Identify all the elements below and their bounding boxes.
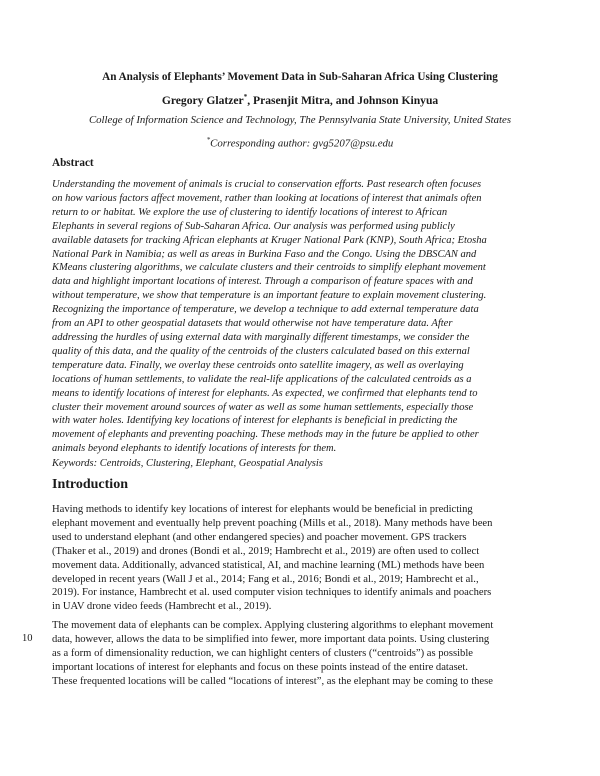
- paragraph-line: The movement data of elephants can be complex. Applying clustering algorithms to elephant movement: [52, 620, 494, 631]
- abstract-line: addressing the hurdles of using external data with marginally different timestamps, we consider the: [52, 331, 470, 343]
- introduction-heading: Introduction: [52, 477, 128, 492]
- paper-title: An Analysis of Elephants’ Movement Data in Sub-Saharan Africa Using Clustering: [102, 71, 498, 83]
- corresponding-marker: *: [206, 136, 211, 144]
- paragraph-line: in UAV drone video feeds (Hambrecht et al., 2019).: [52, 601, 272, 613]
- paragraph-line: Having methods to identify key locations of interest for elephants would be beneficial in predicting: [52, 504, 473, 515]
- paragraph-line: These frequented locations will be called “locations of interest”, as the elephant may be coming to these: [52, 675, 493, 687]
- abstract-line: with water holes. Identifying key locations of interest for elephants is beneficial in predicting the: [52, 415, 458, 427]
- keywords: Keywords: Centroids, Clustering, Elephant, Geospatial Analysis: [52, 458, 323, 469]
- paragraph-line: used to understand elephant (and other endangered species) and poacher movement. GPS trackers: [52, 531, 467, 543]
- abstract-line: without temperature, we show that temperature is an important feature to explain movement clustering.: [52, 290, 487, 302]
- paragraph-line: movement data. Additionally, advanced statistical, AI, and machine learning (ML) methods have been: [52, 559, 485, 571]
- abstract-line: return to or habitat. We explore the use of clustering to identify locations of interest to African: [52, 206, 448, 218]
- paragraph-line: important locations of interest for elephants and focus on these points instead of the entire dataset.: [52, 661, 468, 673]
- author-list: [52, 93, 548, 107]
- abstract-line: data and highlight important locations of interest. Through a comparison of feature spaces with and: [52, 276, 473, 288]
- paragraph-line: as a form of dimensionality reduction, we can highlight centers of clusters (“centroids”) as possible: [52, 647, 473, 659]
- first-author: Gregory Glatzer: [161, 93, 244, 107]
- introduction-paragraph-2: [52, 619, 548, 689]
- abstract-line: on how various factors affect movement, rather than looking at locations of interest that animals often: [52, 192, 482, 204]
- line-number: 10: [22, 633, 33, 644]
- abstract-line: quality of this data, and the quality of the centroids of the clusters calculated based on this external: [52, 345, 470, 357]
- introduction-paragraph-1: [52, 503, 548, 614]
- corresponding-text: Corresponding author: gvg5207@psu.edu: [210, 137, 394, 150]
- paragraph-line: developed in recent years (Wall J et al., 2014; Fang et al., 2016; Bondi et al., 2019; Hambrecht et al.,: [52, 573, 479, 585]
- paragraph-line: data, however, allows the data to be simplified into fewer, more important data points. Using clustering: [52, 633, 490, 645]
- abstract-line: KMeans clustering algorithms, we calculate clusters and their centroids to simplify elephant movement: [52, 262, 486, 274]
- abstract-line: cluster their movement around sources of water as well as some human settlements, especially those: [52, 401, 474, 413]
- affiliation: College of Information Science and Technology, The Pennsylvania State University, United States: [88, 114, 512, 126]
- paragraph-line: (Thaker et al., 2019) and drones (Bondi et al., 2019; Hambrecht et al., 2019) are often used to collect: [52, 545, 480, 557]
- abstract-line: means to identify locations of interest for elephants. As expected, we confirmed that elephants tend to: [52, 387, 478, 399]
- abstract-line: from an API to other geospatial datasets that would otherwise not have temperature data. After: [52, 318, 453, 330]
- paragraph-line: elephant movement and eventually help prevent poaching (Mills et al., 2018). Many methods have been: [52, 517, 493, 529]
- abstract-line: National Park in Namibia; as well as areas in Burkina Faso and the Congo. Using the DBSCAN and: [52, 248, 477, 260]
- abstract-line: animals beyond elephants to identify locations of interests for them.: [52, 443, 337, 455]
- abstract-line: movement of elephants and preventing poaching. These methods may in the future be applied to other: [52, 429, 479, 441]
- abstract-line: Recognizing the importance of temperature, we develop a technique to add external temperature data: [52, 304, 479, 316]
- abstract-body: [52, 178, 548, 456]
- abstract-line: Understanding the movement of animals is crucial to conservation efforts. Past research often focuses: [52, 179, 482, 190]
- abstract-line: available datasets for tracking African elephants at Kruger National Park (KNP), South Africa; Etosha: [52, 234, 487, 246]
- abstract-line: locations of human settlements, to validate the real-life applications of the calculated centroids as a: [52, 373, 472, 385]
- abstract-line: Elephants in several regions of Sub-Saharan Africa. Our analysis was performed using publicly: [52, 220, 455, 232]
- coauthors: , Prasenjit Mitra, and Johnson Kinyua: [247, 93, 439, 107]
- abstract-heading: Abstract: [52, 157, 94, 169]
- author-footnote-marker: *: [243, 93, 248, 101]
- paragraph-line: 2019). For instance, Hambrecht et al. used computer vision techniques to identify animals and poachers: [52, 587, 492, 599]
- corresponding-author: [52, 136, 548, 150]
- abstract-line: temperature data. Finally, we overlay these centroids onto satellite imagery, as well as overlaying: [52, 359, 464, 371]
